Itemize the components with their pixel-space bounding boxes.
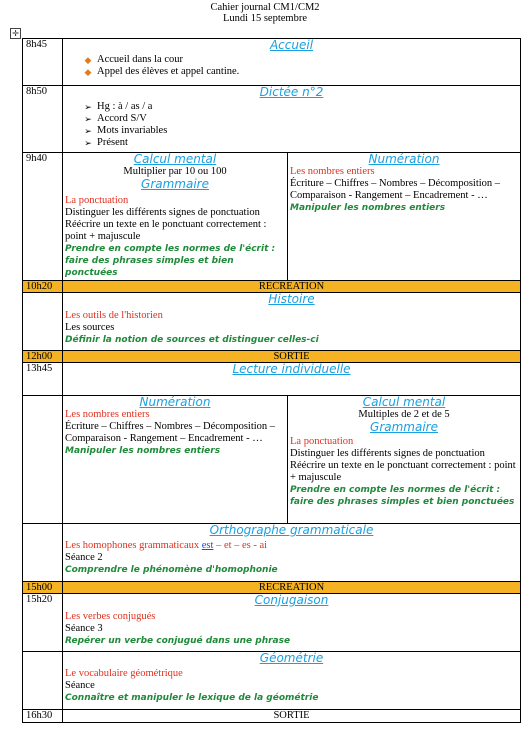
row-afternoon-1 xyxy=(23,396,521,524)
lesson-objective: Prendre en compte les normes de l'écrit : faire des phrases simples et bien ponctuées xyxy=(65,244,276,278)
lesson-line: Séance 3 xyxy=(65,623,103,634)
break-row xyxy=(23,351,521,363)
bullet-list xyxy=(65,54,518,78)
lesson-topic: Les outils de l'historien xyxy=(65,310,163,321)
journal-date: Lundi 15 septembre xyxy=(223,13,307,24)
row-histoire xyxy=(23,293,521,351)
time-cell: 16h30 xyxy=(23,710,63,723)
arrow-bullet-icon: ➢ xyxy=(84,138,92,148)
subject-subtitle: Multiples de 2 et de 5 xyxy=(358,409,450,420)
list-item: ➢ Mots invariables xyxy=(84,125,168,136)
time-cell: 13h45 xyxy=(23,363,63,396)
break-row xyxy=(23,281,521,293)
subject-title: Géométrie xyxy=(259,651,324,665)
lesson-topic: Les nombres entiers xyxy=(290,166,375,177)
subject-title: Conjugaison xyxy=(254,593,329,607)
row-orthographe xyxy=(23,524,521,582)
cell-numeration xyxy=(63,396,288,524)
time-cell xyxy=(23,293,63,351)
row-sortie xyxy=(23,710,521,723)
schedule-table xyxy=(22,38,521,723)
break-label: RECREATION xyxy=(63,582,521,594)
lesson-topic: La ponctuation xyxy=(65,195,129,206)
subject-title: Lecture individuelle xyxy=(232,362,351,376)
lesson-line: Les sources xyxy=(65,322,115,333)
cell-calcul-grammaire xyxy=(288,396,521,524)
time-cell: 8h45 xyxy=(23,39,63,86)
lesson-line: Réécrire un texte en le ponctuant correctement : point + majuscule xyxy=(65,219,267,242)
lesson-topic: Le vocabulaire géométrique xyxy=(65,668,183,679)
lesson-line: Distinguer les différents signes de ponctuation xyxy=(65,207,260,218)
list-item: ➢ Accord S/V xyxy=(84,113,147,124)
row-geometrie xyxy=(23,652,521,710)
list-item: ◆ Accueil dans la cour xyxy=(84,54,184,65)
time-cell: 9h40 xyxy=(23,153,63,281)
lesson-line: Séance 2 xyxy=(65,552,103,563)
row-accueil xyxy=(23,39,521,86)
time-cell: 12h00 xyxy=(23,351,63,363)
time-cell xyxy=(23,652,63,710)
break-label: SORTIE xyxy=(63,351,521,363)
arrow-bullet-icon: ➢ xyxy=(84,114,92,124)
break-label: SORTIE xyxy=(63,710,521,723)
row-9h40 xyxy=(23,153,521,281)
subject-title: Orthographe grammaticale xyxy=(209,523,374,537)
subject-title: Calcul mental xyxy=(362,395,446,409)
subject-title: Numération xyxy=(139,395,211,409)
time-cell: 8h50 xyxy=(23,86,63,153)
list-item: ➢ Hg : à / as / a xyxy=(84,101,153,112)
lesson-objective: Définir la notion de sources et distinguer celles-ci xyxy=(65,335,319,345)
time-cell: 15h20 xyxy=(23,594,63,652)
journal-title: Cahier journal CM1/CM2 xyxy=(210,2,320,13)
subject-title: Dictée n°2 xyxy=(259,85,324,99)
subject-title: Numération xyxy=(368,152,440,166)
subject-title: Accueil xyxy=(269,38,314,52)
lesson-topic: Les homophones grammaticaux est – et – es - ai xyxy=(65,540,268,551)
cell-calcul-grammaire xyxy=(63,153,288,281)
lesson-objective: Comprendre le phénomène d'homophonie xyxy=(65,565,278,575)
bullet-list xyxy=(65,101,518,149)
diamond-bullet-icon: ◆ xyxy=(84,55,92,65)
lesson-objective: Repérer un verbe conjugué dans une phrase xyxy=(65,636,291,646)
cell-numeration xyxy=(288,153,521,281)
arrow-bullet-icon: ➢ xyxy=(84,126,92,136)
lesson-objective: Prendre en compte les normes de l'écrit : faire des phrases simples et bien ponctuées xyxy=(290,485,515,507)
table-move-handle-icon[interactable]: ✛ xyxy=(10,28,21,39)
lesson-line: Séance xyxy=(65,680,95,691)
lesson-objective: Manipuler les nombres entiers xyxy=(290,203,446,213)
subject-title: Grammaire xyxy=(370,420,438,434)
lesson-objective: Manipuler les nombres entiers xyxy=(65,446,221,456)
time-cell: 10h20 xyxy=(23,281,63,293)
diamond-bullet-icon: ◆ xyxy=(84,67,92,77)
subject-title: Histoire xyxy=(268,292,315,306)
subject-title: Grammaire xyxy=(141,177,209,191)
lesson-topic: Les verbes conjugués xyxy=(65,611,156,622)
lesson-topic: Les nombres entiers xyxy=(65,409,150,420)
lesson-line: Écriture – Chiffres – Nombres – Décomposition – Comparaison - Rangement – Encadrement - … xyxy=(290,178,501,201)
lesson-objective: Connaître et manipuler le lexique de la géométrie xyxy=(65,693,319,703)
lesson-line: Distinguer les différents signes de ponctuation xyxy=(290,448,485,459)
list-item: ➢ Présent xyxy=(84,137,128,148)
lesson-line: Réécrire un texte en le ponctuant correctement : point + majuscule xyxy=(290,460,516,483)
list-item: ◆ Appel des élèves et appel cantine. xyxy=(84,66,240,77)
row-dictee xyxy=(23,86,521,153)
row-lecture xyxy=(23,363,521,396)
subject-subtitle: Multiplier par 10 ou 100 xyxy=(123,166,227,177)
time-cell xyxy=(23,396,63,524)
break-label: RECREATION xyxy=(63,281,521,293)
arrow-bullet-icon: ➢ xyxy=(84,102,92,112)
row-conjugaison xyxy=(23,594,521,652)
time-cell: 15h00 xyxy=(23,582,63,594)
break-row xyxy=(23,582,521,594)
subject-title: Calcul mental xyxy=(133,152,217,166)
lesson-line: Écriture – Chiffres – Nombres – Décomposition – Comparaison - Rangement – Encadrement - … xyxy=(65,421,276,444)
time-cell xyxy=(23,524,63,582)
lesson-topic: La ponctuation xyxy=(290,436,354,447)
